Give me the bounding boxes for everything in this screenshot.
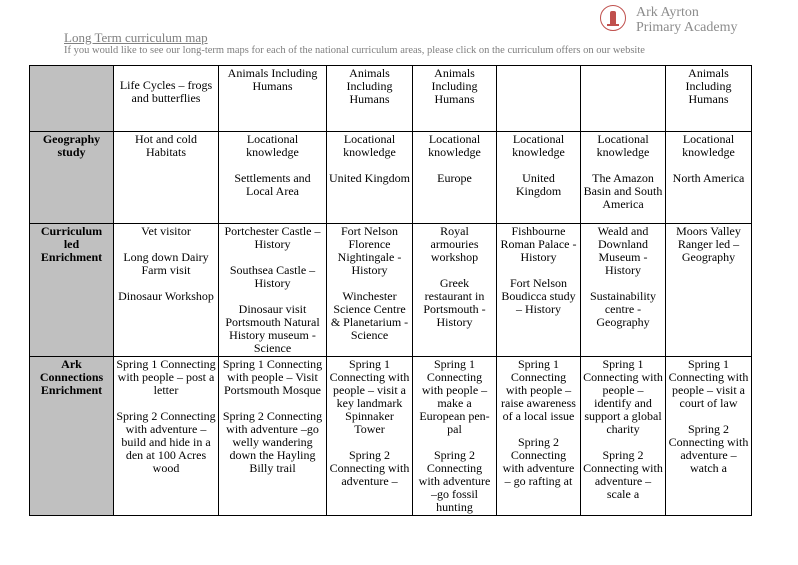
table-cell: Spring 1 Connecting with people – raise awareness of a local issue Spring 2 Connecting with adventure – go rafting at <box>497 357 581 516</box>
table-cell: Animals Including Humans <box>666 66 752 132</box>
curriculum-table <box>29 65 752 516</box>
lighthouse-icon <box>600 5 626 31</box>
table-cell: Weald and Downland Museum - History Sustainability centre - Geography <box>581 224 666 357</box>
table-cell: Spring 1 Connecting with people – make a European pen-pal Spring 2 Connecting with adventure –go fossil hunting <box>413 357 497 516</box>
table-cell: Locational knowledge Settlements and Local Area <box>219 132 327 224</box>
table-cell <box>581 66 666 132</box>
row-header: Ark Connections Enrichment <box>30 357 114 516</box>
table-cell: Spring 1 Connecting with people – identify and support a global charity Spring 2 Connecting with adventure – scale a <box>581 357 666 516</box>
table-cell: Fort Nelson Florence Nightingale - History Winchester Science Centre & Planetarium - Science <box>327 224 413 357</box>
logo-text: Ark Ayrton Primary Academy <box>636 5 738 35</box>
table-cell: Spring 1 Connecting with people – post a letter Spring 2 Connecting with adventure – build and hide in a den at 100 Acres wood <box>114 357 219 516</box>
table-row-science <box>30 66 752 132</box>
page-subtitle: If you would like to see our long-term maps for each of the national curriculum areas, please click on the curriculum offers on our website <box>64 45 645 56</box>
table-cell: Life Cycles – frogs and butterflies <box>114 66 219 132</box>
school-logo <box>600 5 790 37</box>
row-header: Curriculum led Enrichment <box>30 224 114 357</box>
table-cell: Animals Including Humans <box>327 66 413 132</box>
table-cell: Royal armouries workshop Greek restaurant in Portsmouth - History <box>413 224 497 357</box>
table-cell: Spring 1 Connecting with people – visit a court of law Spring 2 Connecting with adventure – watch a <box>666 357 752 516</box>
table-row-geography <box>30 132 752 224</box>
table-cell: Vet visitor Long down Dairy Farm visit Dinosaur Workshop <box>114 224 219 357</box>
table-cell: Spring 1 Connecting with people – visit a key landmark Spinnaker Tower Spring 2 Connecting with adventure – <box>327 357 413 516</box>
table-cell: Locational knowledge Europe <box>413 132 497 224</box>
table-cell: Animals Including Humans <box>413 66 497 132</box>
table-row-ark-connections <box>30 357 752 516</box>
table-cell: Spring 1 Connecting with people – Visit Portsmouth Mosque Spring 2 Connecting with adventure –go welly wandering down the Hayling Billy trail <box>219 357 327 516</box>
table-cell: Locational knowledge United Kingdom <box>497 132 581 224</box>
table-cell: Animals Including Humans <box>219 66 327 132</box>
table-cell: Portchester Castle – History Southsea Castle – History Dinosaur visit Portsmouth Natural History museum - Science <box>219 224 327 357</box>
row-header: Geography study <box>30 132 114 224</box>
table-cell: Moors Valley Ranger led – Geography <box>666 224 752 357</box>
table-cell: Locational knowledge North America <box>666 132 752 224</box>
table-cell: Hot and cold Habitats <box>114 132 219 224</box>
table-cell <box>497 66 581 132</box>
row-header-empty <box>30 66 114 132</box>
table-cell: Locational knowledge United Kingdom <box>327 132 413 224</box>
table-cell: Fishbourne Roman Palace - History Fort Nelson Boudicca study – History <box>497 224 581 357</box>
table-cell: Locational knowledge The Amazon Basin and South America <box>581 132 666 224</box>
table-row-enrichment <box>30 224 752 357</box>
page-title: Long Term curriculum map <box>64 30 208 45</box>
